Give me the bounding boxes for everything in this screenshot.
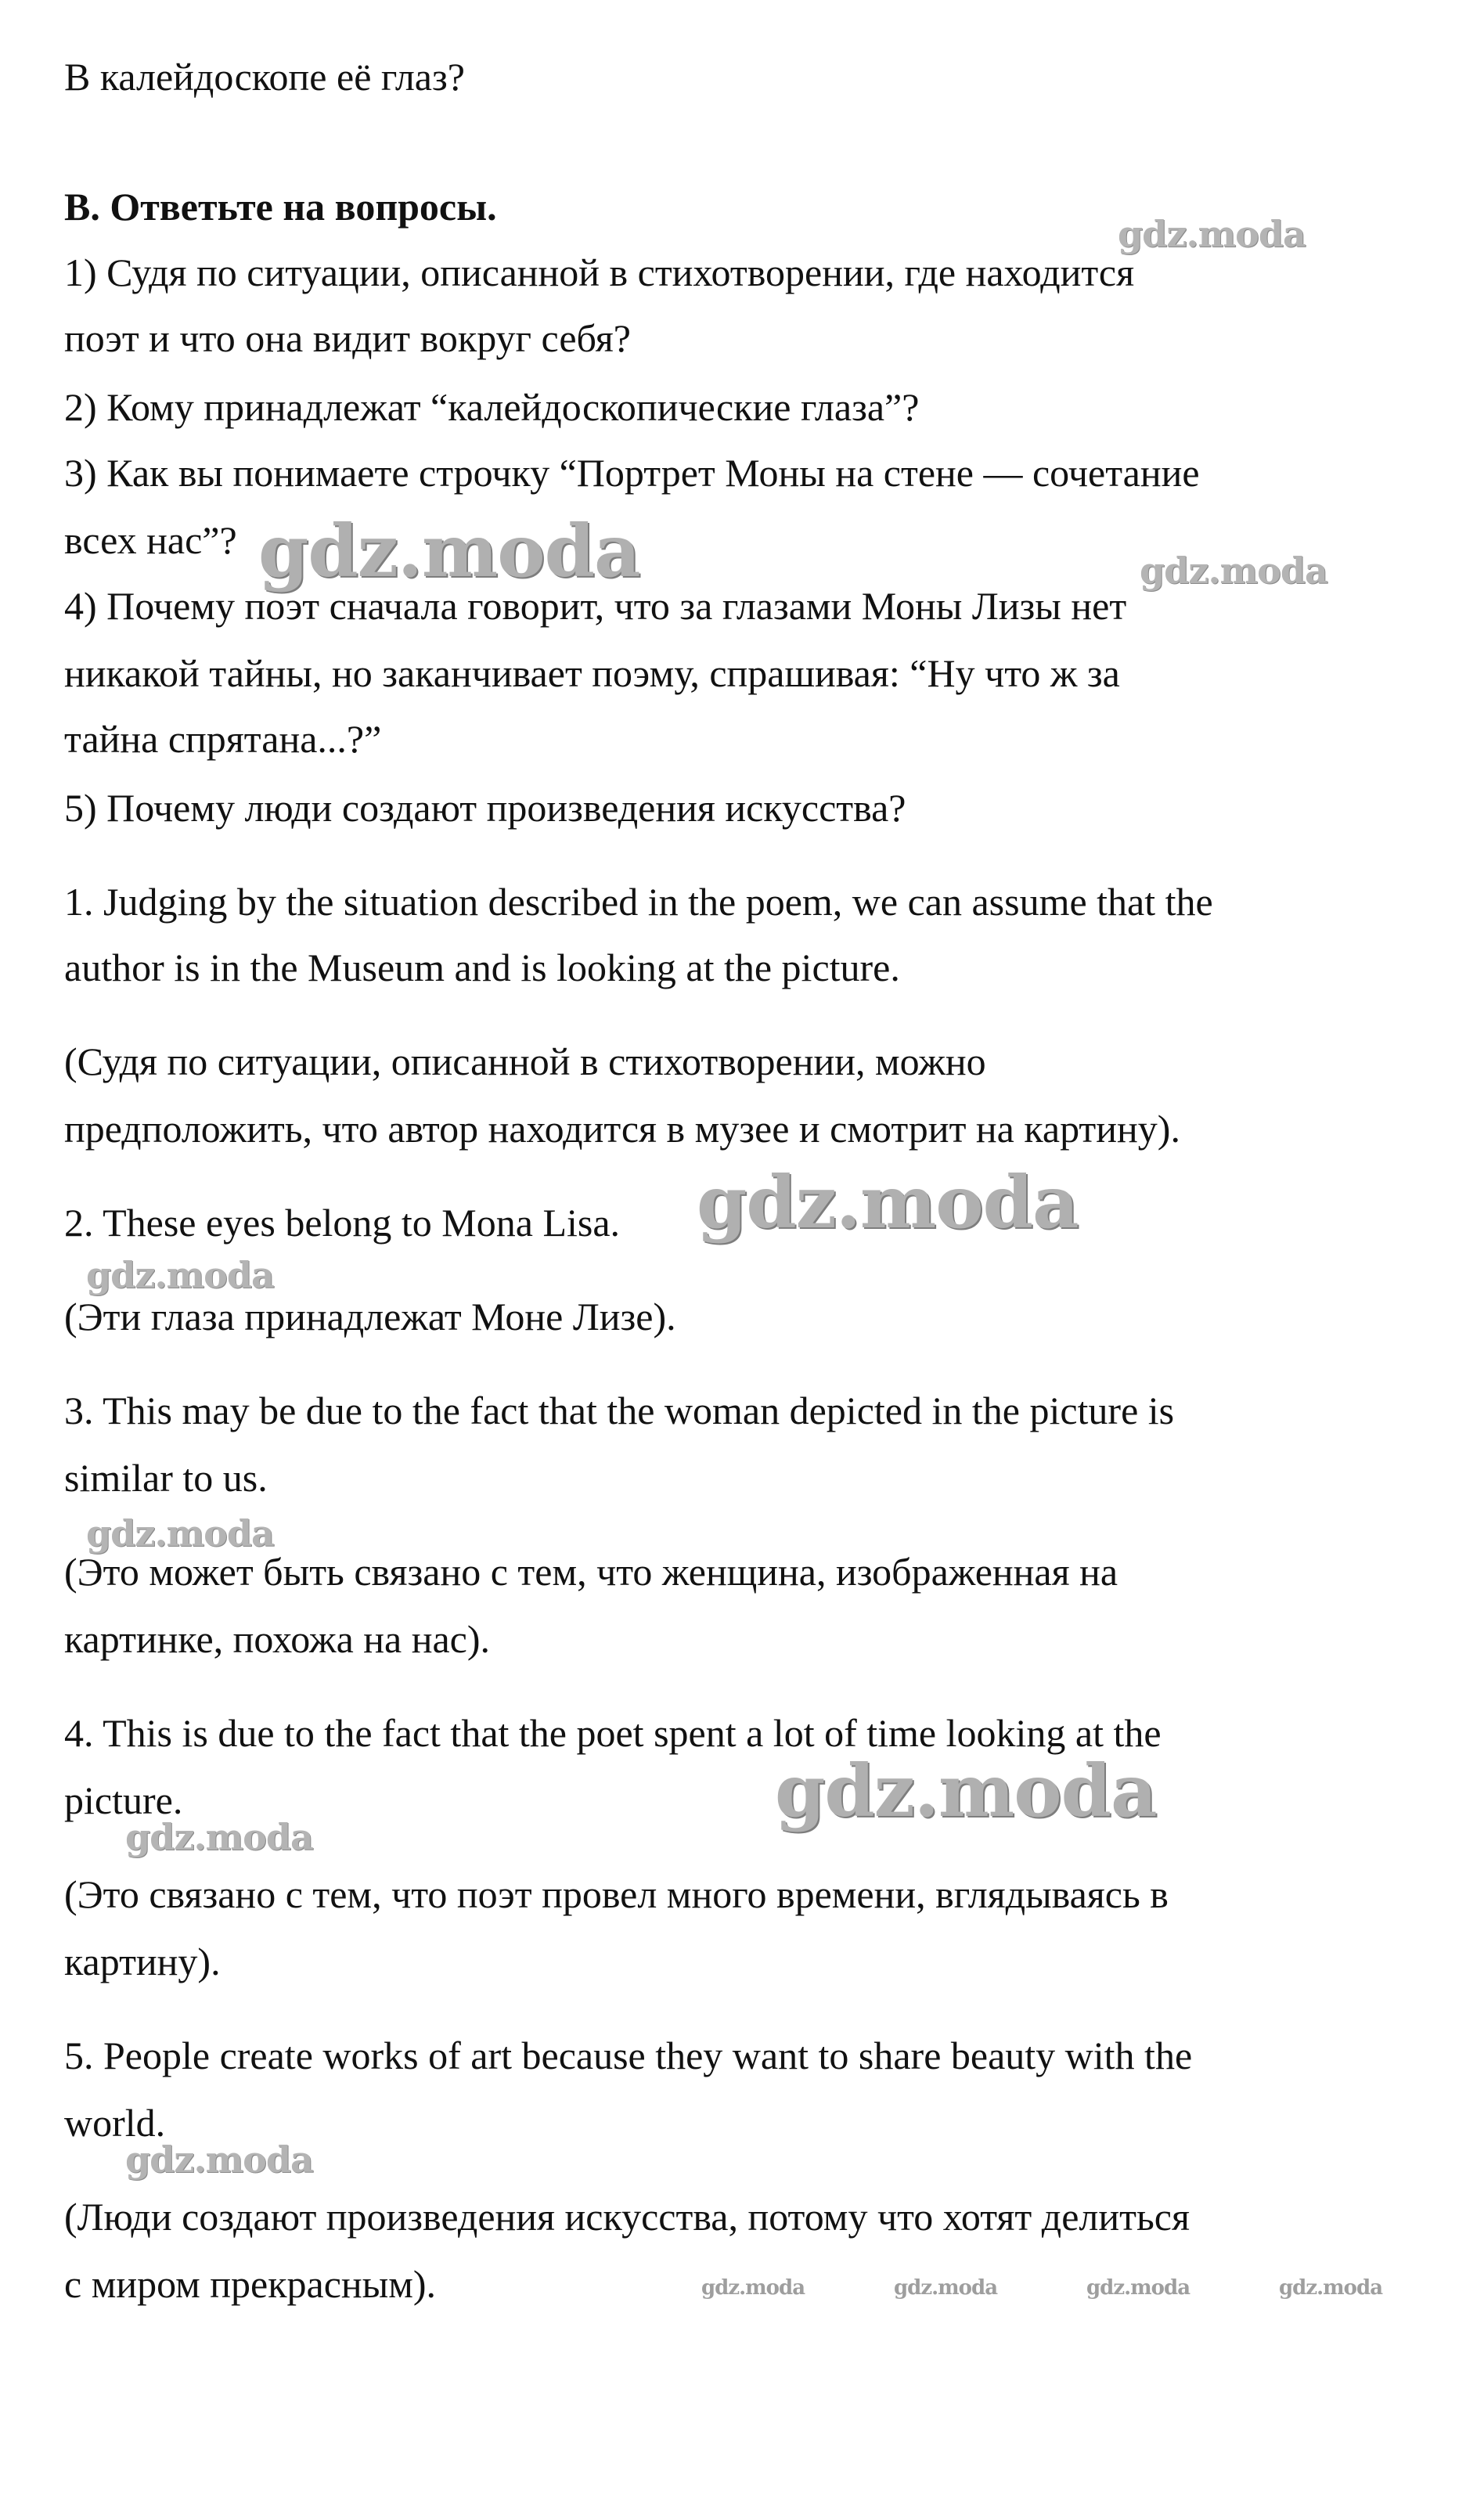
- section-heading: B. Ответьте на вопросы.: [64, 185, 497, 229]
- answer-1-english-line-2: author is in the Museum and is looking at the picture.: [64, 946, 900, 989]
- answer-5-russian-line-1: (Люди создают произведения искусства, потому что хотят делиться: [64, 2195, 1190, 2239]
- answer-1-russian-line-1: (Судя по ситуации, описанной в стихотворении, можно: [64, 1039, 986, 1083]
- question-1-line-2: поэт и что она видит вокруг себя?: [64, 316, 631, 360]
- answer-4-english-line-2: picture.: [64, 1778, 183, 1822]
- question-2: 2) Кому принадлежат “калейдоскопические глаза”?: [64, 385, 920, 429]
- answer-5-russian-line-2: с миром прекрасным).: [64, 2262, 437, 2306]
- question-3-line-2: всех нас”?: [64, 518, 237, 562]
- watermark-logo: gdz.moda: [1279, 2276, 1383, 2300]
- answer-4-english-line-1: 4. This is due to the fact that the poet spent a lot of time looking at the: [64, 1711, 1162, 1755]
- watermark-logo: gdz.moda: [1140, 549, 1327, 592]
- watermark-logo: gdz.moda: [775, 1749, 1157, 1833]
- question-5: 5) Почему люди создают произведения искусства?: [64, 786, 906, 830]
- watermark-logo: gdz.moda: [258, 509, 640, 593]
- answer-3-english-line-1: 3. This may be due to the fact that the woman depicted in the picture is: [64, 1389, 1175, 1432]
- intro-line: В калейдоскопе её глаз?: [64, 55, 465, 99]
- answer-2-english: 2. These eyes belong to Mona Lisa.: [64, 1201, 621, 1245]
- answer-5-english-line-2: world.: [64, 2101, 166, 2145]
- watermark-logo: gdz.moda: [701, 2276, 805, 2300]
- question-3-line-1: 3) Как вы понимаете строчку “Портрет Моны на стене — сочетание: [64, 451, 1200, 495]
- answer-3-english-line-2: similar to us.: [64, 1456, 268, 1500]
- answer-4-russian-line-2: картину).: [64, 1940, 221, 1983]
- watermark-logo: gdz.moda: [697, 1160, 1079, 1245]
- question-4-line-1: 4) Почему поэт сначала говорит, что за глазами Моны Лизы нет: [64, 584, 1127, 628]
- watermark-logo: gdz.moda: [86, 1512, 274, 1555]
- answer-1-english-line-1: 1. Judging by the situation described in the poem, we can assume that the: [64, 880, 1213, 924]
- answer-4-russian-line-1: (Это связано с тем, что поэт провел много времени, вглядываясь в: [64, 1872, 1169, 1916]
- answer-1-russian-line-2: предположить, что автор находится в музее и смотрит на картину).: [64, 1107, 1180, 1151]
- answer-3-russian-line-2: картинке, похожа на нас).: [64, 1617, 491, 1661]
- watermark-logo: gdz.moda: [894, 2276, 998, 2300]
- watermark-logo: gdz.moda: [1118, 213, 1306, 255]
- watermark-logo: gdz.moda: [86, 1254, 274, 1296]
- answer-3-russian-line-1: (Это может быть связано с тем, что женщина, изображенная на: [64, 1550, 1118, 1594]
- watermark-logo: gdz.moda: [125, 1816, 313, 1858]
- question-4-line-2: никакой тайны, но заканчивает поэму, спрашивая: “Ну что ж за: [64, 651, 1120, 695]
- answer-2-russian: (Эти глаза принадлежат Моне Лизе).: [64, 1295, 676, 1338]
- question-1-line-1: 1) Судя по ситуации, описанной в стихотворении, где находится: [64, 250, 1135, 294]
- watermark-logo: gdz.moda: [125, 2138, 313, 2181]
- answer-5-english-line-1: 5. People create works of art because they want to share beauty with the: [64, 2034, 1193, 2077]
- question-4-line-3: тайна спрятана...?”: [64, 717, 382, 761]
- watermark-logo: gdz.moda: [1086, 2276, 1190, 2300]
